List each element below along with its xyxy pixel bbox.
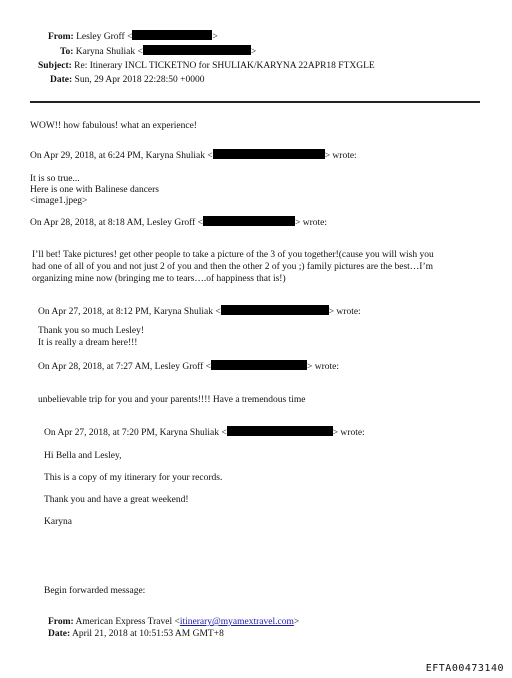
forwarded-date-label: Date:: [48, 629, 71, 639]
from-label: From:: [48, 32, 74, 42]
date-label: Date:: [50, 75, 73, 85]
to-name: Karyna Shuliak <: [75, 47, 143, 57]
redaction-block: [227, 426, 333, 436]
date-value: Sun, 29 Apr 2018 22:28:50 +0000: [74, 75, 205, 85]
to-tail: >: [250, 47, 257, 57]
from-tail: >: [212, 32, 218, 42]
forwarded-from-label: From:: [48, 617, 74, 627]
forwarded-from-name: American Express Travel <: [75, 617, 180, 627]
message-line: This is a copy of my itinerary for your records.: [44, 473, 223, 483]
message-line: Thank you and have a great weekend!: [44, 495, 189, 505]
signature: Karyna: [44, 517, 72, 527]
quote-header: On Apr 27, 2018, at 7:20 PM, Karyna Shuliak < > wrote:: [44, 428, 365, 438]
forwarded-email-link[interactable]: itinerary@myamextravel.com: [179, 617, 294, 627]
redaction-block: [221, 305, 329, 315]
message-line: It is so true...: [30, 174, 80, 184]
message-line: Hi Bella and Lesley,: [44, 451, 122, 461]
redaction-block: [211, 360, 307, 370]
message-line: had one of all of you and not just 2 of you and then the other 2 of you ;) family pictures are the best…I’m: [32, 262, 434, 272]
attachment-placeholder: <image1.jpeg>: [30, 196, 88, 206]
quote-header: On Apr 28, 2018, at 8:18 AM, Lesley Groff < > wrote:: [30, 218, 328, 228]
message-line: WOW!! how fabulous! what an experience!: [30, 121, 197, 131]
quote-header: On Apr 28, 2018, at 7:27 AM, Lesley Groff < > wrote:: [38, 362, 340, 372]
forwarded-date-row: [48, 628, 224, 640]
quote-header: On Apr 27, 2018, at 8:12 PM, Karyna Shuliak < > wrote:: [38, 307, 361, 317]
header-date-row: [50, 74, 204, 86]
header-from-row: [48, 30, 218, 43]
bates-stamp: EFTA00473140: [425, 663, 504, 674]
message-line: It is really a dream here!!!: [38, 338, 138, 348]
forwarded-from-row: From: American Express Travel <itinerary@myamextravel.com>: [48, 617, 300, 627]
header-divider: [30, 101, 480, 103]
redaction-block: [213, 149, 325, 159]
to-label: To:: [60, 47, 74, 57]
message-line: Here is one with Balinese dancers: [30, 185, 159, 195]
redaction-block: [143, 45, 251, 55]
message-line: I’ll bet! Take pictures! get other people to take a picture of the 3 of you together!(cause you will wish you: [32, 250, 434, 260]
header-subject-row: [38, 60, 375, 72]
forward-intro: Begin forwarded message:: [44, 586, 146, 596]
message-line: Thank you so much Lesley!: [38, 326, 145, 336]
subject-value: Re: Itinerary INCL TICKETNO for SHULIAK/KARYNA 22APR18 FTXGLE: [74, 61, 375, 71]
message-line: organizing mine now (bringing me to tears….of happiness that is!): [32, 274, 286, 284]
quote-header: On Apr 29, 2018, at 6:24 PM, Karyna Shuliak < > wrote:: [30, 151, 357, 161]
redaction-block: [132, 30, 212, 40]
redaction-block: [203, 216, 295, 226]
subject-label: Subject:: [38, 61, 72, 71]
header-to-row: [60, 45, 256, 58]
from-name: Lesley Groff <: [76, 32, 133, 42]
message-line: unbelievable trip for you and your parents!!!! Have a tremendous time: [38, 395, 306, 405]
forwarded-date-value: April 21, 2018 at 10:51:53 AM GMT+8: [72, 629, 224, 639]
